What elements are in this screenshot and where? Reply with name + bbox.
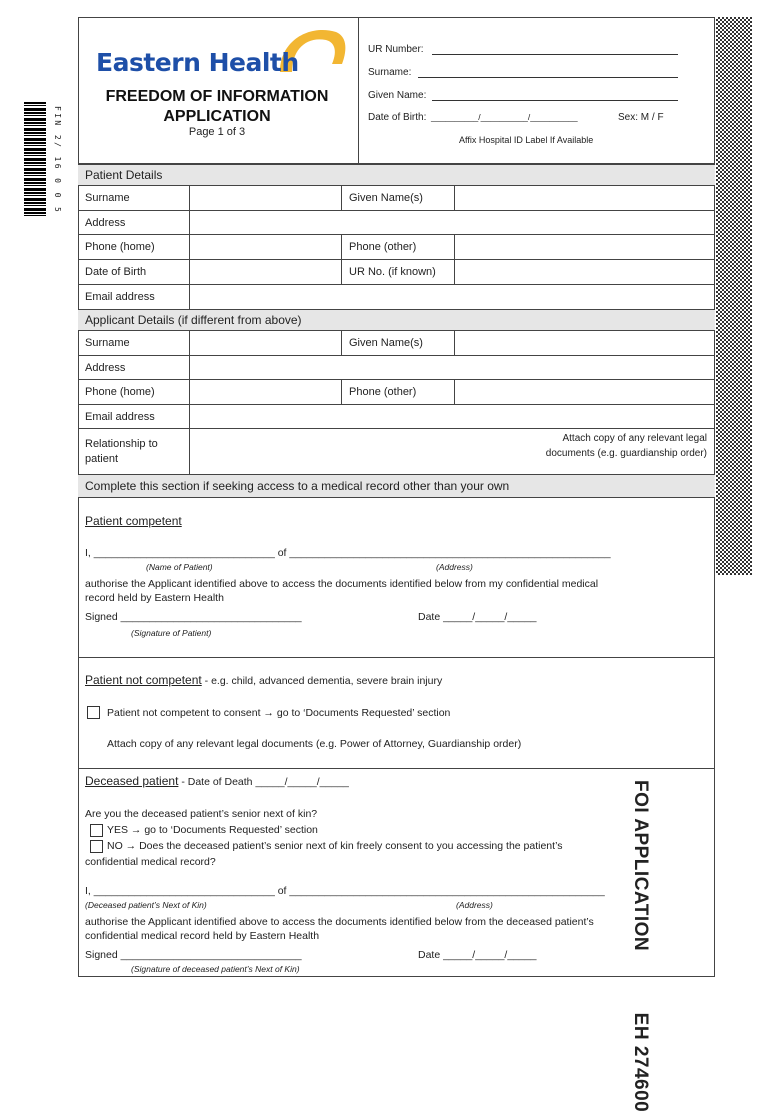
patient-phone-home-label: Phone (home) [78,235,190,259]
patient-row-email [78,285,715,309]
patient-address-field[interactable] [190,211,715,234]
checker-strip [716,17,752,575]
deceased-i-line[interactable]: I, _______________________________ of ______________________________________________________ [85,885,605,897]
applicant-row-relationship [78,429,715,474]
barcode-number: FIN 2/ 16 0 0 5 [53,106,62,215]
applicant-address-label: Address [78,356,190,379]
applicant-details-heading: Applicant Details (if different from above) [78,309,715,331]
deceased-date-line[interactable]: Date _____/_____/_____ [418,949,537,961]
applicant-phone-home-field[interactable] [190,380,342,404]
relationship-line2: patient [85,453,119,465]
affix-label: Affix Hospital ID Label If Available [459,135,594,145]
deceased-yes-label: YES → go to ‘Documents Requested’ section [107,824,318,836]
applicant-email-field[interactable] [190,405,715,428]
dob-slashes[interactable]: __________/__________/__________ [431,112,578,122]
deceased-signed-line[interactable]: Signed _______________________________ [85,949,302,961]
deceased-no-checkbox[interactable] [90,840,103,853]
applicant-address-field[interactable] [190,356,715,379]
relationship-line1: Relationship to [85,438,158,450]
patient-email-label: Email address [78,285,190,309]
patient-dob-field[interactable] [190,260,342,284]
deceased-name-caption: (Deceased patient’s Next of Kin) [85,900,207,910]
not-competent-heading-row [85,673,442,687]
patient-email-field[interactable] [190,285,715,309]
patient-row-address [78,211,715,235]
patient-surname-field[interactable] [190,186,342,210]
patient-row-names [78,186,715,211]
deceased-authorise-line1: authorise the Applicant identified above to access the documents identified below from the deceased patient’s [85,916,594,928]
applicant-row-phone [78,380,715,405]
deceased-authorise-line2: confidential medical record held by Eastern Health [85,930,320,942]
patient-surname-label: Surname [78,186,190,210]
deceased-heading: Deceased patient [85,774,179,788]
deceased-no-label: NO → Does the deceased patient’s senior next of kin freely consent to you accessing the patient’s [107,840,563,852]
surname-label: Surname: [368,67,412,78]
deceased-question: Are you the deceased patient’s senior next of kin? [85,808,318,820]
patient-address-label: Address [78,211,190,234]
dob-label: Date of Birth: [368,112,427,123]
applicant-row-email [78,405,715,429]
competent-address-caption: (Address) [436,562,473,572]
applicant-given-label: Given Name(s) [342,331,455,355]
form-title-line2: APPLICATION [163,108,271,125]
header-divider [358,17,359,164]
form-title-line1: FREEDOM OF INFORMATION [105,88,329,105]
logo-text: Eastern Health [96,48,299,77]
not-competent-heading: Patient not competent [85,673,202,687]
deceased-yes-checkbox[interactable] [90,824,103,837]
patient-given-field[interactable] [455,186,715,210]
not-competent-examples: - e.g. child, advanced dementia, severe brain injury [201,675,443,687]
patient-details-heading: Patient Details [78,164,715,186]
given-name-line[interactable] [432,100,678,101]
not-competent-attach: Attach copy of any relevant legal documents (e.g. Power of Attorney, Guardianship order) [107,738,522,750]
patient-dob-label: Date of Birth [78,260,190,284]
other-record-heading: Complete this section if seeking access to a medical record other than your own [78,474,715,498]
competent-authorise-line1: authorise the Applicant identified above to access the documents identified below from my confidential medical [85,578,599,590]
applicant-phone-home-label: Phone (home) [78,380,190,404]
page-label: Page 1 of 3 [188,126,246,138]
attach-note-line1: Attach copy of any relevant legal [562,433,707,444]
applicant-given-field[interactable] [455,331,715,355]
attach-note-line2: documents (e.g. guardianship order) [545,448,707,459]
applicant-row-address [78,356,715,380]
applicant-surname-label: Surname [78,331,190,355]
competent-i-line[interactable]: I, _______________________________ of _______________________________________________________ [85,547,611,559]
applicant-surname-field[interactable] [190,331,342,355]
competent-name-caption: (Name of Patient) [146,562,213,572]
ur-number-label: UR Number: [368,44,424,55]
attach-note [546,431,707,461]
deceased-signature-caption: (Signature of deceased patient’s Next of Kin) [131,964,300,974]
applicant-phone-other-label: Phone (other) [342,380,455,404]
barcode [24,102,46,218]
divider-1 [78,657,715,658]
competent-signature-caption: (Signature of Patient) [131,628,212,638]
applicant-row-names [78,331,715,356]
deceased-address-caption: (Address) [456,900,493,910]
patient-phone-other-label: Phone (other) [342,235,455,259]
competent-authorise-line2: record held by Eastern Health [85,592,224,604]
competent-date-line[interactable]: Date _____/_____/_____ [418,611,537,623]
applicant-relationship-label [78,429,190,474]
sidebar-foi-title: FOI APPLICATION [630,780,651,952]
applicant-phone-other-field[interactable] [455,380,715,404]
sidebar-code: EH 274600 [630,1012,651,1112]
competent-signed-line[interactable]: Signed _______________________________ [85,611,302,623]
patient-phone-other-field[interactable] [455,235,715,259]
patient-phone-home-field[interactable] [190,235,342,259]
deceased-death-date[interactable]: - Date of Death _____/_____/_____ [178,776,349,788]
surname-line[interactable] [418,77,678,78]
patient-row-phone [78,235,715,260]
patient-ur-label: UR No. (if known) [342,260,455,284]
not-competent-checkbox[interactable] [87,706,100,719]
patient-competent-heading: Patient competent [85,514,182,528]
applicant-email-label: Email address [78,405,190,428]
ur-number-line[interactable] [432,54,678,55]
patient-given-label: Given Name(s) [342,186,455,210]
divider-2 [78,768,715,769]
deceased-no-label2: confidential medical record? [85,856,216,868]
patient-row-dob [78,260,715,285]
not-competent-checkbox-label: Patient not competent to consent → go to ‘Documents Requested’ section [107,707,451,719]
patient-ur-field[interactable] [455,260,715,284]
given-name-label: Given Name: [368,90,427,101]
deceased-heading-row [85,774,349,788]
sex-label: Sex: M / F [618,112,664,123]
